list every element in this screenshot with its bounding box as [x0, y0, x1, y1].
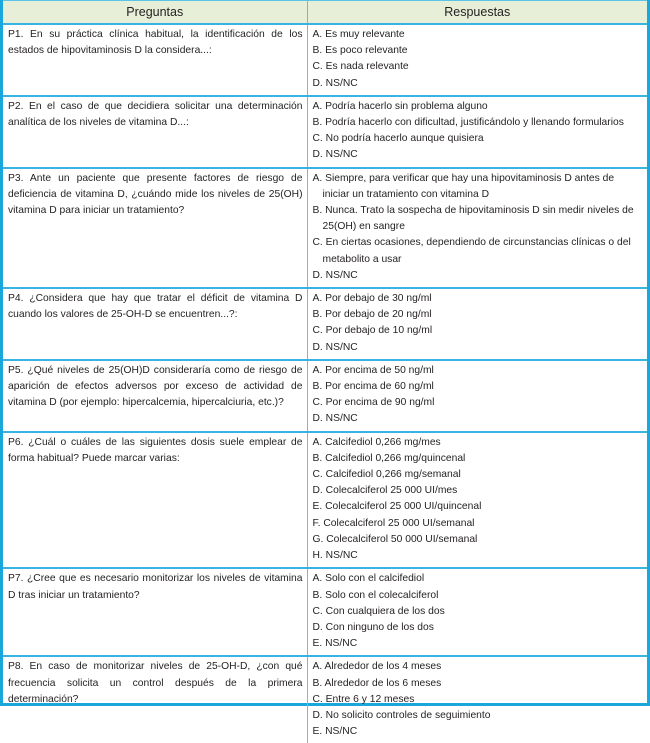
- answer-option: B. Es poco relevante: [312, 45, 408, 57]
- answer-option: D. Con ninguno de los dos: [312, 621, 434, 633]
- table-row: [3, 432, 647, 569]
- answer-option: B. Podría hacerlo con dificultad, justificándolo y llenando formularios: [312, 117, 624, 129]
- answer-option: G. Colecalciferol 50 000 UI/semanal: [312, 533, 478, 545]
- answer-option: A. Siempre, para verificar que hay una hipovitaminosis D antes de iniciar un tratamiento con vitamina D: [312, 172, 615, 200]
- column-header-answers: Respuestas: [307, 1, 647, 25]
- answer-option: C. Con cualquiera de los dos: [312, 605, 445, 617]
- answer-option: C. Por debajo de 10 ng/ml: [312, 325, 433, 337]
- answer-option: E. Colecalciferol 25 000 UI/quincenal: [312, 501, 482, 513]
- table-row: [3, 568, 647, 656]
- answer-option: B. Alrededor de los 6 meses: [312, 677, 442, 689]
- answer-option: B. Calcifediol 0,266 mg/quincenal: [312, 452, 466, 464]
- table-row: [3, 360, 647, 432]
- answer-option: B. Por encima de 60 ng/ml: [312, 381, 434, 393]
- answer-option: H. NS/NC: [312, 550, 358, 562]
- question-text: P5. ¿Qué niveles de 25(OH)D consideraría como de riesgo de aparición de efectos adversos por exceso de actividad de vitamina D (por ejemplo: hipercalcemia, hipercalciuria, etc.)?: [8, 364, 303, 409]
- answers-cell: [307, 24, 647, 96]
- answer-option: A. Solo con el calcifediol: [312, 573, 425, 585]
- answer-option: C. Es nada relevante: [312, 61, 409, 73]
- answers-cell: [307, 360, 647, 432]
- table-body: [3, 24, 647, 743]
- question-text: P1. En su práctica clínica habitual, la identificación de los estados de hipovitaminosis D la considera...:: [8, 29, 303, 57]
- answer-option: D. Colecalciferol 25 000 UI/mes: [312, 485, 458, 497]
- answer-option: E. NS/NC: [312, 726, 358, 738]
- answer-option: A. Alrededor de los 4 meses: [312, 661, 442, 673]
- answer-option: C. Entre 6 y 12 meses: [312, 693, 415, 705]
- answer-option: C. No podría hacerlo aunque quisiera: [312, 133, 484, 145]
- question-cell: [3, 568, 307, 656]
- answer-option: A. Calcifediol 0,266 mg/mes: [312, 436, 441, 448]
- answer-option: B. Nunca. Trato la sospecha de hipovitaminosis D sin medir niveles de 25(OH) en sangre: [312, 205, 634, 233]
- question-cell: [3, 168, 307, 288]
- question-text: P7. ¿Cree que es necesario monitorizar los niveles de vitamina D tras iniciar un tratamiento?: [8, 573, 303, 601]
- table-row: [3, 24, 647, 96]
- answer-option: A. Podría hacerlo sin problema alguno: [312, 100, 488, 112]
- answers-cell: [307, 568, 647, 656]
- question-cell: [3, 24, 307, 96]
- answer-option: B. Solo con el colecalciferol: [312, 589, 439, 601]
- question-cell: [3, 360, 307, 432]
- answer-option: C. Por encima de 90 ng/ml: [312, 397, 435, 409]
- answer-option: E. NS/NC: [312, 638, 358, 650]
- table-row: [3, 96, 647, 168]
- question-text: P3. Ante un paciente que presente factores de riesgo de deficiencia de vitamina D, ¿cuándo mide los niveles de 25(OH) vitamina D para iniciar un tratamiento?: [8, 172, 303, 217]
- answer-option: D. NS/NC: [312, 77, 358, 89]
- answer-option: A. Es muy relevante: [312, 29, 405, 40]
- answer-option: D. No solicito controles de seguimiento: [312, 709, 491, 721]
- answer-option: B. Por debajo de 20 ng/ml: [312, 309, 432, 321]
- answer-option: A. Por debajo de 30 ng/ml: [312, 293, 432, 305]
- question-text: P6. ¿Cuál o cuáles de las siguientes dosis suele emplear de forma habitual? Puede marcar varias:: [8, 436, 303, 464]
- answers-cell: [307, 96, 647, 168]
- answers-cell: [307, 288, 647, 360]
- answers-cell: [307, 168, 647, 288]
- answers-cell: [307, 656, 647, 743]
- table-row: [3, 656, 647, 743]
- table-row: [3, 288, 647, 360]
- column-header-questions: Preguntas: [3, 1, 307, 25]
- answer-option: D. NS/NC: [312, 269, 358, 281]
- table-header-row: [3, 1, 647, 25]
- table-row: [3, 168, 647, 288]
- question-text: P8. En caso de monitorizar niveles de 25-OH-D, ¿con qué frecuencia solicita un control después de la primera determinación?: [8, 661, 303, 705]
- question-cell: [3, 432, 307, 569]
- answers-cell: [307, 432, 647, 569]
- answer-option: D. NS/NC: [312, 413, 358, 425]
- question-text: P2. En el caso de que decidiera solicitar una determinación analítica de los niveles de vitamina D...:: [8, 100, 303, 129]
- question-cell: [3, 656, 307, 743]
- question-cell: [3, 288, 307, 360]
- answer-option: C. En ciertas ocasiones, dependiendo de circunstancias clínicas o del metabolito a usar: [312, 237, 631, 265]
- question-cell: [3, 96, 307, 168]
- answer-option: D. NS/NC: [312, 341, 358, 353]
- answer-option: C. Calcifediol 0,266 mg/semanal: [312, 469, 461, 481]
- answer-option: D. NS/NC: [312, 149, 358, 161]
- answer-option: A. Por encima de 50 ng/ml: [312, 364, 434, 376]
- question-text: P4. ¿Considera que hay que tratar el déficit de vitamina D cuando los valores de 25-OH-D se encuentren...?:: [8, 293, 303, 321]
- answer-option: F. Colecalciferol 25 000 UI/semanal: [312, 517, 475, 529]
